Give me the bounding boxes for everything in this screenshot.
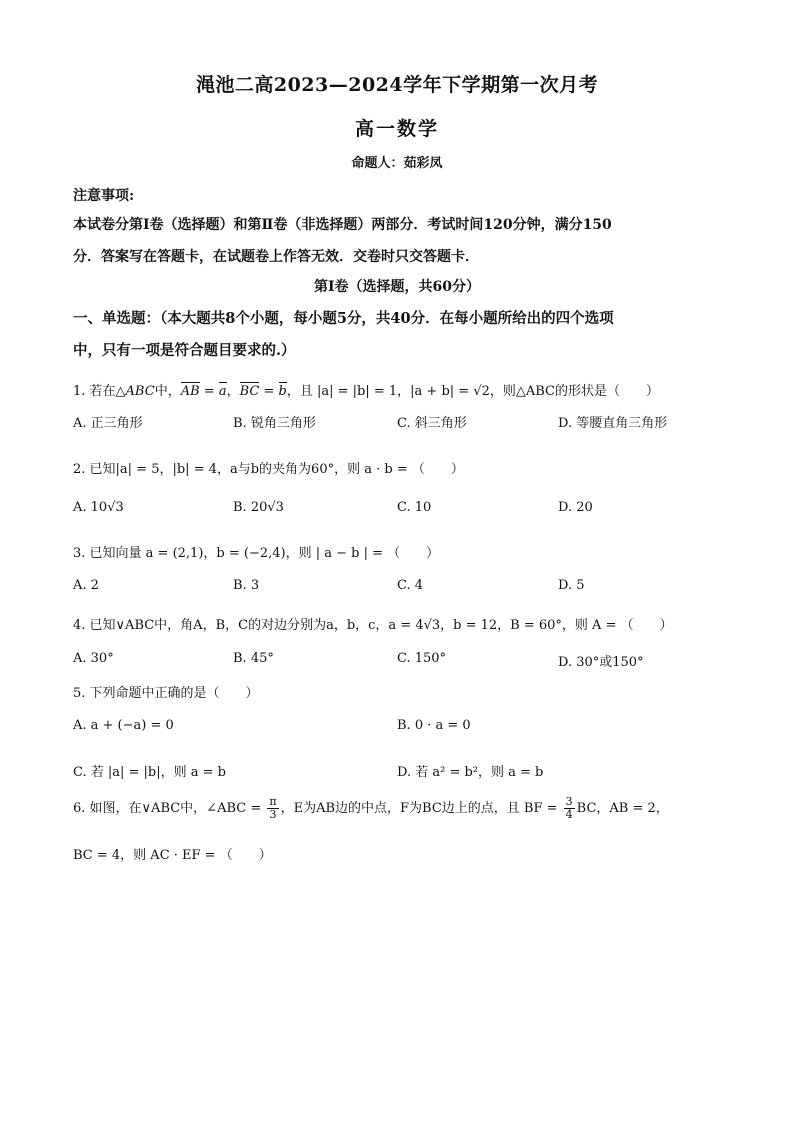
q4-option-c[interactable]: C. 150° [397,651,447,666]
exam-subtitle: 高一数学 [354,118,439,140]
q1-text: 1. 若在△ [73,384,126,399]
q1-triangle: ABC [125,384,155,399]
q5-option-c[interactable]: C. 若 |a| = |b|，则 a = b [73,765,226,780]
question-2: 2. 已知|a| = 5，|b| = 4，a与b的夹角为60°，则 a · b = （ ） [73,462,464,477]
q4-option-d[interactable]: D. 30°或150° [558,655,644,670]
section-title: 第Ⅰ卷（选择题，共60分） [313,279,481,295]
q1-vector-ab: AB [180,384,200,399]
q6-pi-over-3 [267,796,278,821]
notice-line-1: 本试卷分第Ⅰ卷（选择题）和第Ⅱ卷（非选择题）两部分．考试时间120分钟，满分150 [73,217,612,233]
q4-option-b[interactable]: B. 45° [233,651,274,666]
q1-eq: = [259,384,279,399]
question-6-line-1 [73,796,669,821]
question-3: 3. 已知向量 a = (2,1)，b = (−2,4)，则 | a − b | = （ ） [73,546,440,561]
q1-option-d[interactable]: D. 等腰直角三角形 [558,416,668,431]
q2-option-b[interactable]: B. 20√3 [233,500,284,515]
q1-vector-b: b [278,384,287,399]
q3-option-b[interactable]: B. 3 [233,578,260,593]
q6-frac-den: 3 [269,808,277,821]
question-5: 5. 下列命题中正确的是（ ） [73,686,259,701]
q1-vector-bc: BC [239,384,260,399]
question-4: 4. 已知∨ABC中，角A，B，C的对边分别为a，b，c，a = 4√3，b = 12，B = 60°，则 A = （ ） [73,618,673,633]
notice-heading: 注意事项: [73,188,135,204]
q3-option-d[interactable]: D. 5 [558,578,585,593]
q1-text: 中， [154,384,181,399]
q5-option-d[interactable]: D. 若 a² = b²，则 a = b [397,765,544,780]
q6-text: BC，AB = 2， [576,801,669,816]
q2-option-a[interactable]: A. 10√3 [73,500,124,515]
q2-option-c[interactable]: C. 10 [397,500,432,515]
q3-option-a[interactable]: A. 2 [73,578,99,593]
question-6-line-2: BC = 4，则 AC · EF = （ ） [73,848,272,863]
question-1 [73,380,659,399]
q5-option-b[interactable]: B. 0 · a = 0 [397,718,471,733]
q1-condition: ，且 |a| = |b| = 1，|a + b| = √2，则△ABC的形状是（ ） [286,384,659,399]
q6-text: ，E为AB边的中点，F为BC边上的点，且 BF = [280,801,562,816]
exam-title: 渑池二高2023—2024学年下学期第一次月考 [195,74,599,96]
q6-frac-num: π [269,795,277,808]
notice-line-2: 分．答案写在答题卡，在试题卷上作答无效．交卷时只交答题卡． [73,249,479,265]
q6-frac-den: 4 [565,808,573,821]
q1-sep: ， [226,384,240,399]
q6-text: 6. 如图，在∨ABC中，∠ABC = [73,801,266,816]
q1-option-a[interactable]: A. 正三角形 [73,416,143,431]
q1-option-c[interactable]: C. 斜三角形 [397,416,467,431]
q6-frac-num: 3 [565,795,573,808]
q2-option-d[interactable]: D. 20 [558,500,593,515]
q3-option-c[interactable]: C. 4 [397,578,424,593]
q1-vector-a: a [218,384,227,399]
part-heading-line-2: 中，只有一项是符合题目要求的.） [73,342,296,359]
q1-eq: = [199,384,219,399]
q1-option-b[interactable]: B. 锐角三角形 [233,416,316,431]
q4-option-a[interactable]: A. 30° [73,651,114,666]
q5-option-a[interactable]: A. a + (−a) = 0 [73,718,174,733]
q6-three-quarters [564,796,575,821]
part-heading-line-1: 一、单选题：（本大题共8个小题，每小题5分，共40分．在每小题所给出的四个选项 [73,310,614,327]
exam-author: 命题人：茹彩凤 [351,156,443,171]
